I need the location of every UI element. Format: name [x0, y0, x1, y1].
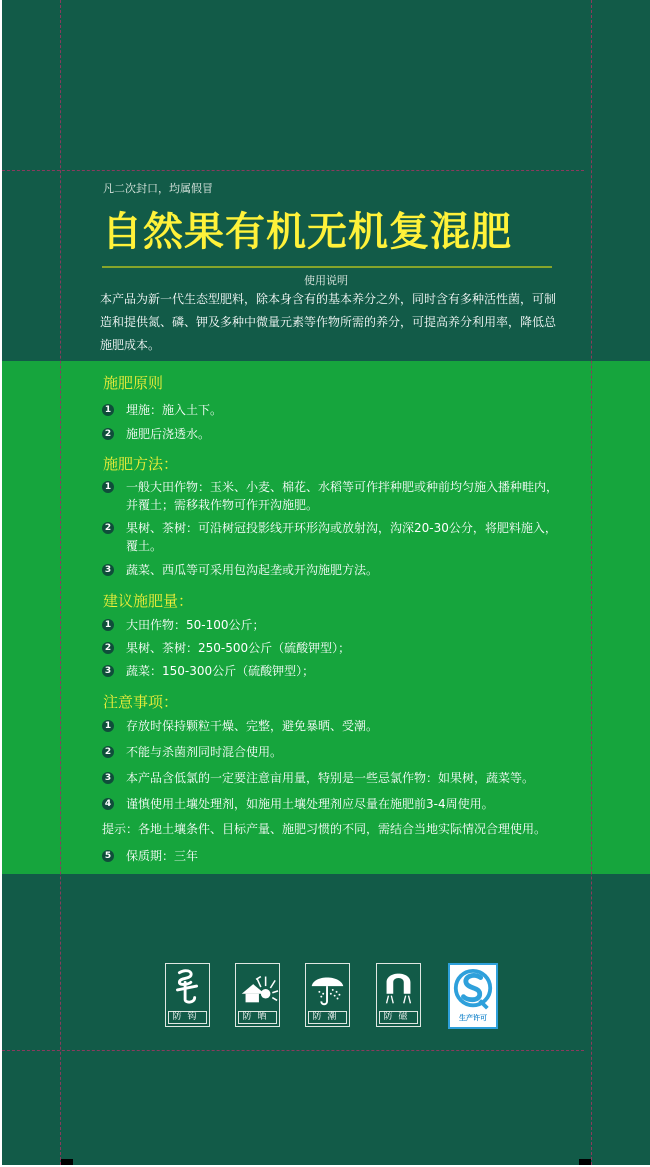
qs-production-license-mark [448, 963, 498, 1029]
item-text: 埋施：施入土下。 [126, 403, 223, 417]
no-hook-label [165, 963, 210, 1027]
list-item [102, 639, 562, 657]
registration-mark-left [61, 1159, 73, 1165]
list-item [102, 743, 562, 761]
no-moisture-label [305, 963, 350, 1027]
item-text: 施肥后浇透水。 [126, 427, 211, 441]
item-text: 存放时保持颗粒干燥、完整，避免暴晒、受潮。 [126, 719, 379, 733]
anti-counterfeit-warning: 凡二次封口，均属假冒 [103, 182, 213, 195]
number-badge: 5 [102, 850, 114, 862]
number-badge: 2 [102, 428, 114, 440]
item-text: 谨慎使用土壤处理剂，如施用土壤处理剂应尽量在施肥前3-4周使用。 [126, 797, 494, 811]
left-fold-guide [60, 0, 61, 1165]
no-sun-label [235, 963, 280, 1027]
list-item [102, 717, 562, 735]
bottom-fold-guide [2, 1050, 584, 1051]
registration-mark-right [579, 1159, 591, 1165]
hook-icon [166, 964, 209, 1012]
list-item [102, 662, 562, 680]
item-text: 不能与杀菌剂同时混合使用。 [126, 745, 283, 759]
item-text: 蔬菜：150-300公斤（硫酸钾型）； [126, 664, 315, 678]
number-badge: 1 [102, 481, 114, 493]
section-title-principles: 施肥原则 [103, 374, 164, 392]
number-badge: 4 [102, 798, 114, 810]
list-item [102, 401, 562, 419]
number-badge: 1 [102, 619, 114, 631]
item-text: 果树、茶树：可沿树冠投影线开环形沟或放射沟，沟深20-30公分，将肥料施入，覆土。 [126, 521, 557, 553]
item-text: 果树、茶树：250-500公斤（硫酸钾型）； [126, 641, 351, 655]
number-badge: 2 [102, 642, 114, 654]
item-text: 一般大田作物：玉米、小麦、棉花、水稻等可作拌种肥或种前均匀施入播种畦内，并覆土；需移栽作物可作开沟施肥。 [126, 480, 559, 512]
list-item [102, 795, 562, 813]
usage-tip: 提示：各地土壤条件、目标产量、施肥习惯的不同，需结合当地实际情况合理使用。 [102, 822, 547, 836]
list-item [102, 616, 562, 634]
product-title: 自然果有机无机复混肥 [102, 209, 512, 255]
magnet-icon [377, 964, 420, 1012]
number-badge: 2 [102, 746, 114, 758]
top-fold-guide [2, 170, 584, 171]
product-intro: 本产品为新一代生态型肥料，除本身含有的基本养分之外，同时含有多种活性菌，可制造和提供氮、磷、钾及多种中微量元素等作物所需的养分，可提高养分利用率，降低总施肥成本。 [100, 292, 557, 352]
icon-caption: 防晒 [238, 1011, 277, 1024]
list-item [102, 478, 562, 514]
list-item [102, 769, 562, 787]
number-badge: 1 [102, 404, 114, 416]
packaging-back [2, 0, 650, 1165]
list-item [102, 425, 562, 443]
number-badge: 2 [102, 522, 114, 534]
item-text: 蔬菜、西瓜等可采用包沟起垄或开沟施肥方法。 [126, 563, 379, 577]
section-title-methods: 施肥方法： [103, 455, 179, 473]
qs-label: 生产许可 [459, 1014, 487, 1022]
number-badge: 3 [102, 665, 114, 677]
list-item [102, 847, 562, 865]
right-fold-guide [591, 0, 592, 1165]
number-badge: 1 [102, 720, 114, 732]
item-text: 本产品含低氯的一定要注意亩用量，特别是一些忌氯作物：如果树，蔬菜等。 [126, 771, 535, 785]
icon-caption: 防潮 [308, 1011, 347, 1024]
list-item [102, 561, 562, 579]
number-badge: 3 [102, 564, 114, 576]
qs-logo-icon [451, 968, 495, 1012]
sun-icon [236, 964, 279, 1012]
item-text: 保质期：三年 [126, 849, 199, 863]
usage-heading: 使用说明 [304, 274, 348, 287]
section-title-dosage: 建议施肥量： [103, 592, 194, 610]
item-text: 大田作物：50-100公斤； [126, 618, 265, 632]
umbrella-icon [306, 964, 349, 1012]
section-title-precautions: 注意事项： [103, 693, 179, 711]
no-magnet-label [376, 963, 421, 1027]
number-badge: 3 [102, 772, 114, 784]
list-item [102, 519, 562, 555]
icon-caption: 防磁 [379, 1011, 418, 1024]
icon-caption: 防钩 [168, 1011, 207, 1024]
title-underline [102, 266, 552, 268]
